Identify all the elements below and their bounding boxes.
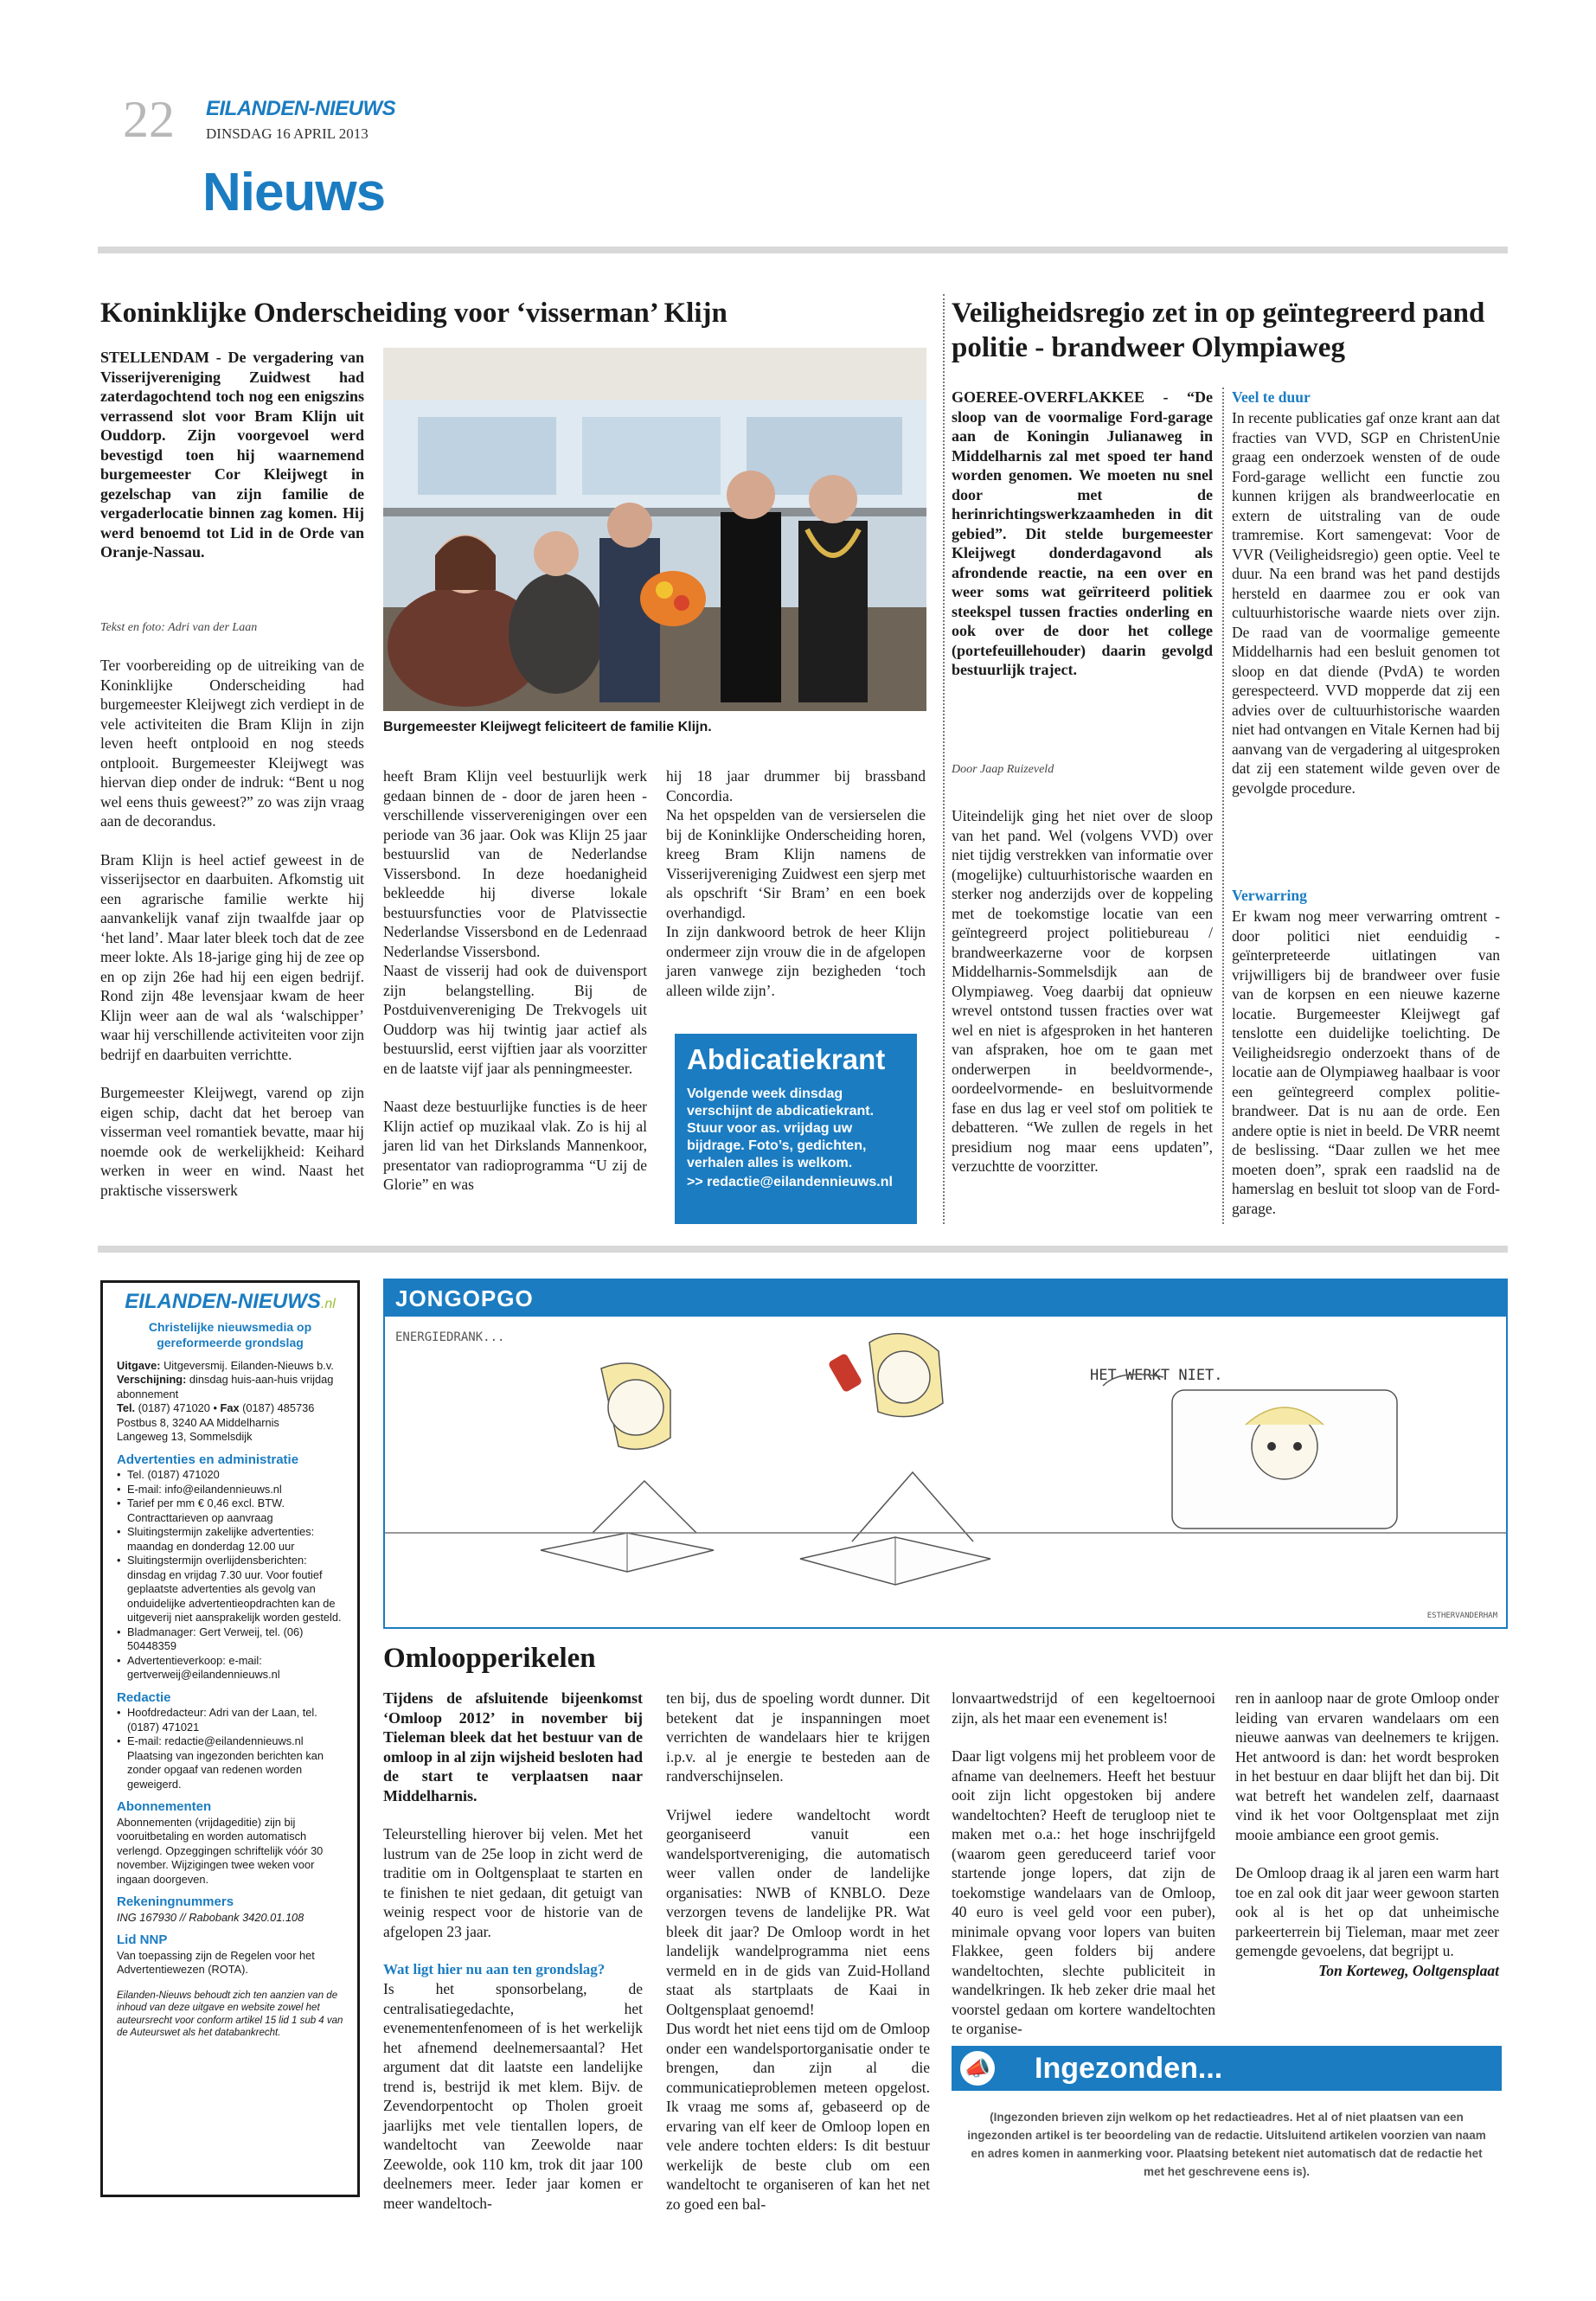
list-item[interactable]: • E-mail: info@eilandennieuws.nl xyxy=(117,1483,343,1497)
comic-speech: HET WERKT NIET. xyxy=(1090,1367,1223,1384)
paragraph: Vrijwel iedere wandeltocht wordt georganiseerd vanuit een wandelsportvereniging, die automatisch weer vallen onder de landelijke organisaties: NWB of KNBLO. Deze verzorgen tevens de landelijke PR. Wat bleek dit jaar? De Omloop wordt in het landelijk wandelprogramma niet eens vermeld en in de gids van Zuid-Holland staat als startplaats de Kaai in Ooltgensplaat genoemd! xyxy=(666,1805,930,2018)
paragraph: Bram Klijn is heel actief geweest in de visserijsector en daarbuiten. Afkomstig uit een agrarische familie werkte hij aanvankelijk vanaf zijn twaalfde jaar op ‘het land’. Maar later bleek toch dat de zee meer lokte. Als 18-jarige ging hij de zee op en op zijn 26e had hij een eigen bedrijf. Rond zijn 48e levensjaar kwam de heer Klijn weer aan de wal als ‘walschipper’ waar hij verschillende activiteiten voor zijn bedrijf en daarbuiten verrichtte. xyxy=(100,850,364,1063)
colophon-address-1: Postbus 8, 3240 AA Middelharnis xyxy=(117,1415,279,1429)
article2-lead: GOEREE-OVERFLAKKEE - “De sloop van de voormalige Ford-garage aan de Koningin Julianaweg in Middelharnis zal met spoed ter hand worden genomen. We moeten nu snel door met de herinrichtingswerkzaamheden in dit gebied”. Dit stelde burgemeester Kleijwegt donderdagavond als afrondende reactie, na een over en weer soms wat geïrriteerd politiek steekspel tussen fracties onderling en ook over de door het college (portefeuillehouder) daarin gevolgd bestuurlijk traject. xyxy=(952,388,1213,678)
paragraph: Is het sponsorbelang, de centralisatiegedachte, het evenementenfenomeen of is het werkelijk het afnemend deelnemersaantal? Het argument dat dit laatste een landelijke trend is, bestrijd ik met klem. Bijv. de Zevendorpentocht op Tholen groeit jaarlijks met vele tientallen lopers, de wandeltocht van Zeewolde naar Zeewolde, ook 110 km, trok dit jaar 100 deelnemers meer. Ieder jaar komen er meer wandeltoch- xyxy=(383,1980,643,2212)
comic-drawing xyxy=(385,1317,1506,1628)
colophon-heading-rekening: Rekeningnummers xyxy=(117,1894,234,1909)
article1-credit: Tekst en foto: Adri van der Laan xyxy=(100,621,258,634)
paragraph: hij 18 jaar drummer bij brassband Concordia. xyxy=(666,767,926,804)
colophon-address-2: Langeweg 13, Sommelsdijk xyxy=(117,1430,253,1443)
article1-photo-caption: Burgemeester Kleijwegt feliciteert de familie Klijn. xyxy=(383,720,712,734)
abdicatie-body: Volgende week dinsdag verschijnt de abdicatiekrant. Stuur voor as. vrijdag uw bijdrage. Foto’s, gedichten, verhalen alles is welkom. xyxy=(687,1086,875,1170)
list-item: • Hoofdredacteur: Adri van der Laan, tel. (0187) 471021 xyxy=(117,1706,343,1734)
paragraph: lonvaartwedstrijd of een kegeltoernooi zijn, als het maar een evenement is! xyxy=(952,1689,1215,1727)
article2-subhead-2: Verwarring xyxy=(1232,887,1307,904)
list-item: • Sluitingstermijn zakelijke advertenties: maandag en donderdag 12.00 uur xyxy=(117,1525,343,1554)
comic-signature: ESTHERVANDERHAM xyxy=(1426,1612,1497,1620)
colophon-rekening: ING 167930 // Rabobank 3420.01.108 xyxy=(117,1910,304,1924)
paragraph: ten bij, dus de spoeling wordt dunner. Dit betekent dat je inspanningen moet verrichten de wandelaars hier te krijgen i.p.v. al je energie te besteden aan de randverschijnselen. xyxy=(666,1689,930,1785)
colophon-adv-list xyxy=(117,1468,343,1682)
ingezonden-box xyxy=(952,2046,1502,2210)
article1-col2 xyxy=(383,766,647,1195)
abdicatie-box xyxy=(675,1034,917,1224)
column-divider xyxy=(1222,388,1224,1224)
list-item[interactable]: • Advertentieverkoop: e-mail: gertverweij@eilandennieuws.nl xyxy=(117,1654,343,1682)
comic-title: JONGOPGO xyxy=(395,1285,534,1311)
article3-lead: Tijdens de afsluitende bijeenkomst ‘Omloop 2012’ in november bij Tieleman bleek dat het bestuur van de omloop in al zijn wijsheid besloten had de start te verplaatsen naar Middelharnis. xyxy=(383,1689,643,1804)
article2-title: Veiligheidsregio zet in op geïntegreerd pand politie - brandweer Olympiaweg xyxy=(952,298,1485,363)
paragraph: Naast deze bestuurlijke functies is de heer Klijn actief op muzikaal vlak. Zo is hij al jaren lid van het Dirkslands Mannenkoor, presentator van radioprogramma “U zij de Glorie” en was xyxy=(383,1098,647,1193)
paragraph: Naast de visserij had ook de duivensport zijn belangstelling. Bij de Postduivenvereniging De Trekvogels uit Ouddorp was hij twintig jaar actief als bestuurslid, eerst vijftien jaar als voorzitter en de laatste vijf jaar als penningmeester. xyxy=(383,962,647,1077)
article1-col3 xyxy=(666,766,926,1000)
page-number: 22 xyxy=(123,91,175,148)
colophon-abonnementen: Abonnementen (vrijdageditie) zijn bij vooruitbetaling en worden automatisch verlengd. Opzeggingen schriftelijk vóór 30 november. Wijzigingen twee weken voor ingaan doorgeven. xyxy=(117,1815,324,1886)
comic-panel xyxy=(383,1279,1508,1629)
colophon-phone: Tel. (0187) 471020 • Fax (0187) 485736 xyxy=(117,1401,315,1414)
colophon-heading-adv: Advertenties en administratie xyxy=(117,1452,299,1467)
colophon-uitgave: Uitgave: Uitgeversmij. Eilanden-Nieuws b.v. xyxy=(117,1358,334,1372)
comic-caption: ENERGIEDRANK... xyxy=(395,1330,505,1344)
ingezonden-note: (Ingezonden brieven zijn welkom op het redactieadres. Het al of niet plaatsen van een ingezonden artikel is ter beoordeling van de redactie. Uitsluitend artikelen voorzien van naam en adres komen in aanmerking voor. Plaatsing betekent niet automatisch dat de redactie het met het geschrevene eens is). xyxy=(967,2111,1486,2178)
paragraph: Teleurstelling hierover bij velen. Met het lustrum van de 25e loop in zicht werd de traditie om in Ooltgensplaat te starten en te finishen te niet gedaan, dit getuigt van weinig respect voor de historie van de afgelopen 23 jaar. xyxy=(383,1825,643,1940)
article1-photo xyxy=(383,348,926,711)
paragraph: Dus wordt het niet eens tijd om de Omloop onder een wandelsportorganisatie onder te brengen, dan zijn al die communicatieproblemen meteen opgelost. Ik vraag me soms af, gebaseerd op de ervaring van elf keer de Omloop lopen en vele andere tochten elders: Is dit bestuur werkelijk de beste club om een wandeltocht te organiseren of kan het net zo goed een bal- xyxy=(666,2020,930,2213)
article2-byline: Door Jaap Ruizeveld xyxy=(952,763,1054,776)
article3-col2 xyxy=(666,1689,930,2214)
colophon-brand: EILANDEN-NIEUWS xyxy=(125,1290,321,1313)
colophon-heading-redactie: Redactie xyxy=(117,1689,171,1705)
paragraph: De Omloop draag ik al jaren een warm hart toe en zal ook dit jaar weer gewoon starten ook al is het op dat unheimische parkeerterrein bij Tieleman, maar met zeer gemengde gevoelens, dat begrijpt u. xyxy=(1235,1864,1499,1959)
list-item: • Sluitingstermijn overlijdensberichten: dinsdag en vrijdag 7.30 uur. Voor foutief geplaatste advertenties als gevolg van onduidelijke advertentieopdrachten kan de uitgeverij niet aansprakelijk worden gesteld. xyxy=(117,1554,343,1625)
paragraph: ren in aanloop naar de grote Omloop onder leiding van ervaren wandelaars om een nieuwe aanwas van deelnemers te krijgen. Het antwoord is dan: het wordt besproken in het bestuur en daar blijft het dan bij. Dit wat betreft het wandelen zelf, daarnaast vind ik het voor Ooltgensplaat met zijn mooie ambiance een groot gemis. xyxy=(1235,1689,1499,1843)
article1-title: Koninklijke Onderscheiding voor ‘visserman’ Klijn xyxy=(100,298,727,329)
list-item: • Tel. (0187) 471020 xyxy=(117,1468,343,1483)
colophon-logo xyxy=(117,1290,343,1313)
article2-col2a: In recente publicaties gaf onze krant aan dat fracties van VVD, SGP en ChristenUnie graag een onderzoek wensten of de oude Ford-garage wellicht een functie zou kunnen krijgen als brandweerlocatie en extern de uitstraling van de oude tramremise. Kort samengevat: Voor de VVR (Veiligheidsregio) geen optie. Veel te duur. Na een brand was het pand destijds hersteld en daarmee zou er ook van cultuurhistorische waarde niets over zijn. De raad van de voormalige gemeente Middelharnis had een besluit genomen tot sloop en dat diende (PvdA) te worden gerespecteerd. VVD mopperde dat zij een advies over de cultuurhistorische waarden niet had ontvangen en Vitale Kernen had bij aanvang van de vergadering al uitgesproken dat zij een statement wilde geven over de gevolgde procedure. xyxy=(1232,409,1500,797)
paragraph: Burgemeester Kleijwegt, varend op zijn eigen schip, dacht dat het beroep van visserman veel romantiek bevatte, maar hij noemde ook de werkelijkheid: Keihard werken in weer en wind. Naast het praktische visserswerk xyxy=(100,1084,364,1199)
ingezonden-title: Ingezonden... xyxy=(1035,2052,1223,2085)
list-item: • Tarief per mm € 0,46 excl. BTW. Contracttarieven op aanvraag xyxy=(117,1497,343,1525)
list-item[interactable]: • E-mail: redactie@eilandennieuws.nl Plaatsing van ingezonden berichten kan zonder opgaaf van redenen worden geweigerd. xyxy=(117,1734,343,1791)
issue-date: DINSDAG 16 APRIL 2013 xyxy=(206,125,369,142)
article1-col1 xyxy=(100,656,364,1200)
abdicatie-title: Abdicatiekrant xyxy=(687,1043,886,1075)
ingezonden-header xyxy=(952,2046,1502,2091)
article3-title: Omloopperikelen xyxy=(383,1643,596,1674)
article1-lead: STELLENDAM - De vergadering van Visserijvereniging Zuidwest had zaterdagochtend toch nog een enigszins verrassend slot voor Bram Klijn uit Ouddorp. Zijn voorgevoel werd bevestigd toen hij waarnemend burgemeester Cor Kleijwegt in gezelschap van zijn familie de vergaderlocatie binnen zag komen. Hij werd benoemd tot Lid in de Orde van Oranje-Nassau. xyxy=(100,349,364,561)
colophon-red-list xyxy=(117,1706,343,1791)
header-rule xyxy=(98,247,1508,253)
article3-col1 xyxy=(383,1689,643,2213)
section-title: Nieuws xyxy=(202,163,386,222)
list-item: • Bladmanager: Gert Verweij, tel. (06) 50448359 xyxy=(117,1625,343,1654)
article3-signature: Ton Korteweg, Ooltgensplaat xyxy=(1318,1961,1499,1979)
colophon-verschijning: Verschijning: dinsdag huis-aan-huis vrijdag abonnement xyxy=(117,1373,334,1400)
megaphone-icon: 📣 xyxy=(960,2051,995,2086)
paragraph: heeft Bram Klijn veel bestuurlijk werk gedaan binnen de - door de jaren heen - verschillende visserverenigingen over een periode van 36 jaar. Ook was Klijn 25 jaar bestuurslid van de Nederlandse Vissersbond. In deze hoedanigheid bekleedde hij diverse lokale bestuursfuncties voor de Platvissectie Nederlandse Vissersbond en de Ledenraad Nederlandse Vissersbond. xyxy=(383,767,647,960)
brand-logo: EILANDEN-NIEUWS xyxy=(206,97,396,120)
abdicatie-link[interactable]: >> redactie@eilandennieuws.nl xyxy=(687,1175,893,1189)
section-rule xyxy=(98,1246,1508,1253)
colophon-heading-abonnementen: Abonnementen xyxy=(117,1799,212,1814)
paragraph: In zijn dankwoord betrok de heer Klijn ondermeer zijn vrouw die in de afgelopen jaren vanwege zijn bezigheden ‘toch alleen wilde zijn’. xyxy=(666,923,926,999)
article3-col4 xyxy=(1235,1689,1499,1980)
article2-col2b: Er kwam nog meer verwarring omtrent - door politici niet eenduidig - geïnterpreteerde uitlatingen van vrijwilligers bij de brandweer over fusie van de korpsen en een nieuwe kazerne locatie. Burgemeester Kleijwegt gaf tenslotte een duidelijke toelichting. De Veiligheidsregio onderzoekt thans of de locatie aan de Olympiaweg haalbaar is voor een geïntegreerd complex politie-brandweer. Dat is nu aan de orde. Een andere optie is niet in beeld. De VRR neemt de beslissing. “Daar zullen we het mee moeten doen”, sprak een raadslid na de hamerslag en besluit tot sloop van de Ford-garage. xyxy=(1232,907,1500,1217)
article2-col1: Uiteindelijk ging het niet over de sloop van het pand. Wel (volgens VVD) over niet tijdig verstrekken van informatie over (mogelijke) cultuurhistorische waarden en sterker nog anderzijds over de koppeling met de toekomstige locatie van een geïntegreerd project politiebureau / brandweerkazerne voor de korpsen Middelharnis-Sommelsdijk aan de Olympiaweg. Voeg daarbij dat opnieuw wrevel ontstond tussen fracties over wat wel en niet is afgesproken in het hanteren van afspraken, hoe om te gaan met onderwerpen in beeldvormende-, oordeelvormende- en besluitvormende fase en dus lag er veel stof om politiek te debatteren. “We zullen de regels in het presidium nog maar eens updaten”, verzuchtte de voorzitter. xyxy=(952,807,1213,1175)
colophon-box xyxy=(100,1280,360,2197)
article2-subhead-1: Veel te duur xyxy=(1232,388,1311,406)
colophon-heading-nnp: Lid NNP xyxy=(117,1932,168,1947)
article3-col3 xyxy=(952,1689,1215,2039)
paragraph: Daar ligt volgens mij het probleem voor de afname van deelnemers. Heeft het bestuur ooit zijn licht opgestoken bij andere wandeltochten? Heeft de terugloop niet te maken met o.a.: het hoge inschrijfgeld (waarom geen gereduceerd tarief voor startende jonge lopers, dat zijn de toekomstige wandelaars van de Omloop, 40 euro is veel geld voor een puber), minimale opvang voor lopers van buiten Flakkee, geen folders bij andere wandeltochten, slechte publiciteit in wandelkringen. Ik heb zeker drie maal het voorstel gedaan om kortere wandeltochten te organise- xyxy=(952,1747,1215,2037)
colophon-legal: Eilanden-Nieuws behoudt zich ten aanzien van de inhoud van deze uitgave en website zowel het auteursrecht voor conform artikel 15 lid 1 sub 4 van de Auteurswet als het databankrecht. xyxy=(117,1990,343,2038)
column-divider xyxy=(943,294,945,1224)
colophon-brand-suffix: .nl xyxy=(320,1297,336,1311)
article3-subhead: Wat ligt hier nu aan ten grondslag? xyxy=(383,1961,606,1977)
comic-header xyxy=(385,1280,1506,1317)
colophon-tagline: Christelijke nieuwsmedia op gereformeerde grondslag xyxy=(148,1319,312,1349)
paragraph: Ter voorbereiding op de uitreiking van de Koninklijke Onderscheiding had burgemeester Kleijwegt zich verdiept in de vele activiteiten die Bram Klijn in zijn leven heeft ontplooid en nog steeds ontplooit. Burgemeester Kleijwegt was hiervan diep onder de indruk: “Bent u nog wel eens thuis geweest?” zo was zijn vraag aan de decorandus. xyxy=(100,657,364,830)
paragraph: Na het opspelden van de versierselen die bij de Koninklijke Onderscheiding horen, kreeg Bram Klijn namens de Visserijvereniging Zuidwest een sjerp met als opschrift ‘Sir Bram’ en een boek overhandigd. xyxy=(666,806,926,921)
colophon-nnp: Van toepassing zijn de Regelen voor het Advertentiewezen (ROTA). xyxy=(117,1948,315,1976)
